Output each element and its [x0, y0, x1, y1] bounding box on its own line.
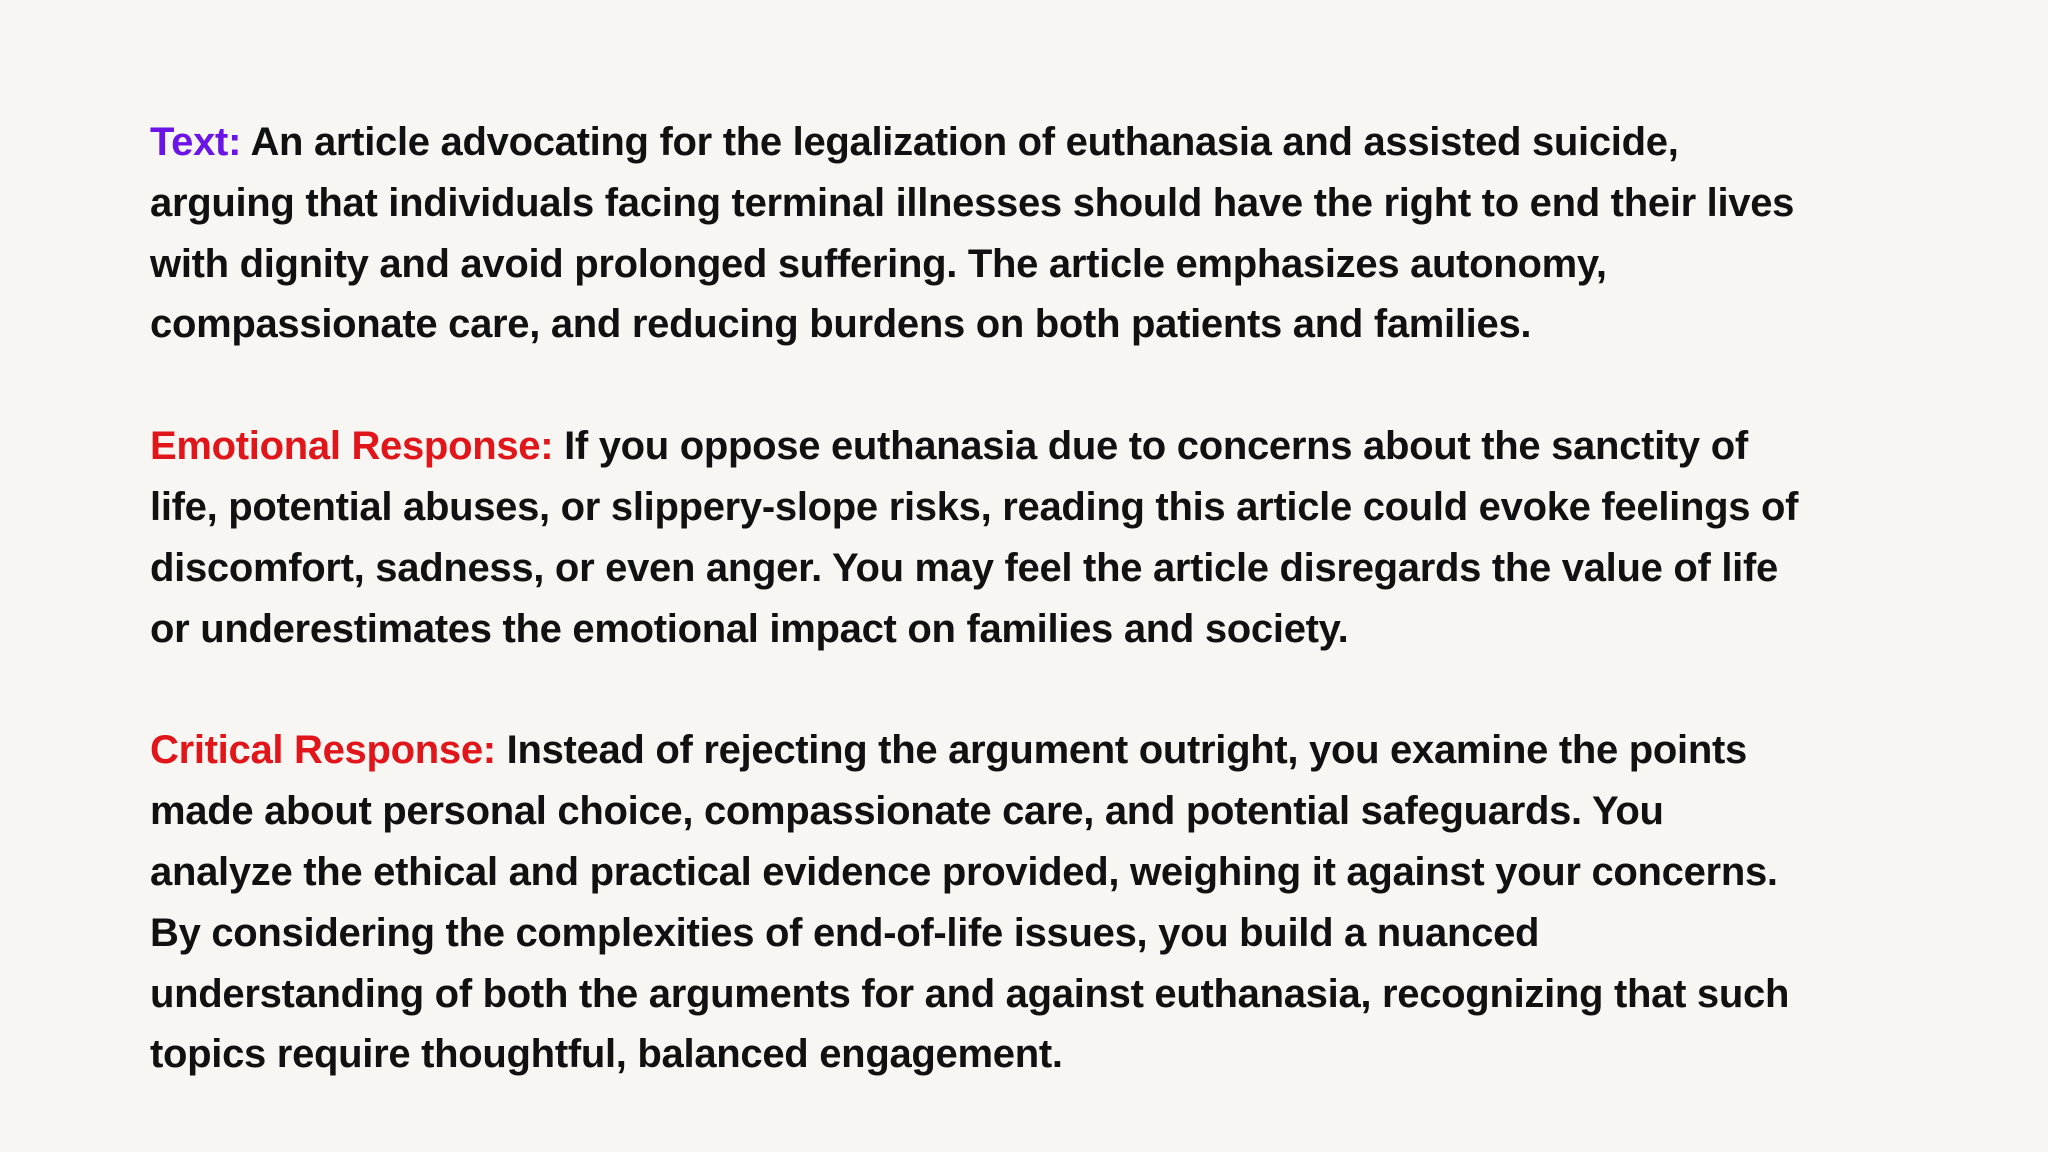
critical-response-body: Instead of rejecting the argument outright, you examine the points made about personal choice, compassionate care, and potential safeguards. You analyze the ethical and practical evidence provided, weighing it against your concerns. By considering the complexities of end-of-life issues, you build a nuanced understanding of both the arguments for and against euthanasia, recognizing that such topics require thoughtful, balanced engagement. — [150, 728, 1790, 1077]
text-label: Text: — [150, 120, 242, 164]
emotional-response-body: If you oppose euthanasia due to concerns about the sanctity of life, potential abuses, or slippery-slope risks, reading this article could evoke feelings of discomfort, sadness, or even anger. You may feel the article disregards the value of life or underestimates the emotional impact on families and society. — [150, 424, 1799, 651]
emotional-response-label: Emotional Response: — [150, 424, 554, 469]
slide-content — [150, 112, 1810, 1085]
text-body: An article advocating for the legalization of euthanasia and assisted suicide, arguing that individuals facing terminal illnesses should have the right to end their lives with dignity and avoid prolonged suffering. The article emphasizes autonomy, compassionate care, and reducing burdens on both patients and families. — [150, 120, 1795, 347]
critical-response-section — [150, 720, 1810, 1085]
text-section — [150, 112, 1810, 355]
emotional-response-section — [150, 416, 1810, 659]
critical-response-label: Critical Response: — [150, 728, 496, 773]
